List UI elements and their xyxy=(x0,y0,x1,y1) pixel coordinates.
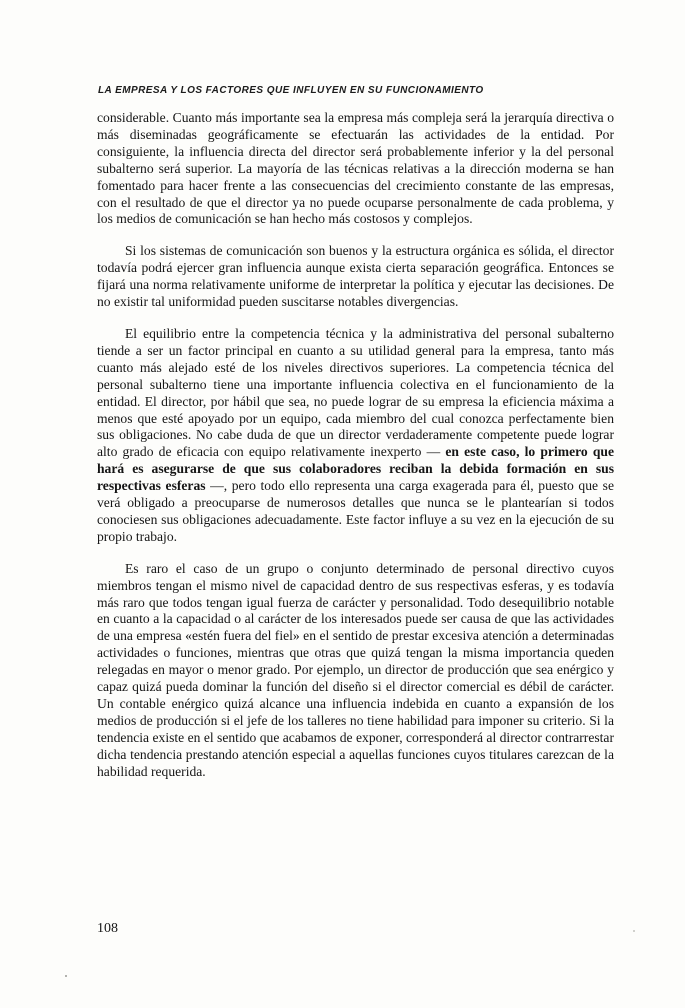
scan-speck xyxy=(633,930,635,932)
paragraph-equilibrium-bold: en este caso, lo primero que hará es asegurarse de que sus colaboradores reciban la debida formación en sus respectivas esferas xyxy=(97,444,615,494)
paragraph-rare-case: Es raro el caso de un grupo o conjunto determinado de personal directivo cuyos miembros tengan el mismo nivel de capacidad dentro de sus respectivas esferas, y es todavía más raro que todos tengan igual fuerza de carácter y personalidad. Todo desequilibrio notable en cuanto a la capacidad o al carácter de los interesados puede ser causa de que las actividades de una empresa «estén fuera del fiel» en el sentido de prestar excesiva atención a determinadas actividades o funciones, mientras que otras que quizá tengan la misma importancia queden relegadas en mayor o menor grado. Por ejemplo, un director de producción que sea enérgico y capaz quizá pueda dominar la función del diseño si el director comercial es débil de carácter. Un contable enérgico quizá alcance una influencia indebida en cuanto a expansión de los medios de producción si el jefe de los talleres no tiene habilidad para imponer su criterio. Si la tendencia existe en el sentido que acabamos de exponer, corresponderá al director contrarrestar dicha tendencia prestando atención especial a aquellas funciones cuyos titulares carezcan de la habilidad requerida. xyxy=(97,560,614,779)
paragraph-equilibrium xyxy=(97,326,614,546)
page-number: 108 xyxy=(97,921,118,936)
paragraph-continuation: considerable. Cuanto más importante sea la empresa más compleja será la jerarquía directiva o más diseminadas geográficamente se efectuarán las actividades de la entidad. Por consiguiente, la influencia directa del director será probablemente inferior y la del personal subalterno será superior. La mayoría de las técnicas relativas a la dirección moderna se han fomentado para hacer frente a las consecuencias del crecimiento constante de las empresas, con el resultado de que el director ya no puede ocuparse personalmente de cada problema, y los medios de comunicación se han hecho más costosos y complejos. xyxy=(97,110,614,227)
paragraph-equilibrium-pre: El equilibrio entre la competencia técnica y la administrativa del personal subalterno tiende a ser un factor principal en cuanto a su utilidad general para la empresa, tanto más cuanto más alejado esté de los niveles directivos superiores. La competencia técnica del personal subalterno tiene una importante influencia colectiva en el funcionamiento de la entidad. El director, por hábil que sea, no puede lograr de su empresa la eficiencia máxima a menos que esté apoyado por un equipo, cada miembro del cual conozca perfectamente bien sus obligaciones. No cabe duda de que un director verdaderamente competente puede lograr alto grado de eficacia con equipo relativamente inexperto — xyxy=(97,325,614,460)
paragraph-equilibrium-post: —, pero todo ello representa una carga exagerada para él, puesto que se verá obligado a preocuparse de numerosos detalles que nunca se le plantearían si todos conociesen sus obligaciones adecuadamente. Este factor influye a su vez en la ejecución de su propio trabajo. xyxy=(97,478,614,544)
paragraph-communication-systems: Si los sistemas de comunicación son buenos y la estructura orgánica es sólida, el director todavía podrá ejercer gran influencia aunque exista cierta separación geográfica. Entonces se fijará una norma relativamente uniforme de interpretar la política y ejecutar las decisiones. De no existir tal uniformidad pueden suscitarse notables divergencias. xyxy=(97,243,614,310)
scan-speck xyxy=(65,975,67,977)
body-text-block xyxy=(97,110,614,796)
running-header: LA EMPRESA Y LOS FACTORES QUE INFLUYEN EN SU FUNCIONAMIENTO xyxy=(98,85,484,96)
